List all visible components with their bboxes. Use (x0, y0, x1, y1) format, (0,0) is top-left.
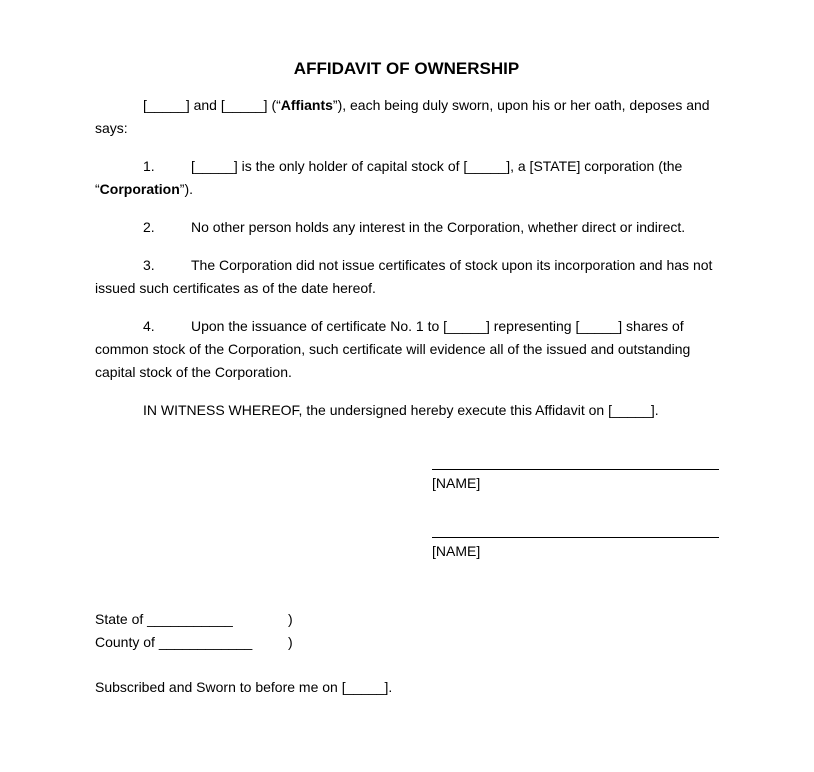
state-paren: ) (288, 611, 293, 627)
signature-block (432, 469, 719, 563)
state-line (95, 608, 718, 631)
intro-bold-affiants: Affiants (280, 97, 333, 113)
document-title: AFFIDAVIT OF OWNERSHIP (293, 59, 520, 78)
county-paren: ) (288, 634, 293, 650)
paragraph-3-text: The Corporation did not issue certificates of stock upon its incorporation and has not issued such certificates as of the date hereof. (95, 257, 713, 296)
paragraph-3-number: 3. (143, 257, 155, 273)
paragraph-2-number: 2. (143, 219, 155, 235)
signature-entry-2 (432, 537, 719, 563)
paragraph-1-bold-corporation: Corporation (99, 181, 180, 197)
witness-clause: IN WITNESS WHEREOF, the undersigned hereby execute this Affidavit on [_____]. (143, 402, 659, 418)
paragraph-1-text-tail: ”). (179, 181, 193, 197)
paragraph-4-text: Upon the issuance of certificate No. 1 to [_____] representing [_____] shares of common stock of the Corporation, such certificate will evidence all of the issued and outstanding capital stock of the Corporation. (95, 318, 691, 380)
paragraph-2-text: No other person holds any interest in the Corporation, whether direct or indirect. (191, 219, 686, 235)
signature-1-name-label: [NAME] (432, 475, 481, 491)
intro-paragraph (95, 94, 718, 140)
numbered-paragraph-3 (95, 254, 718, 300)
paragraph-1-number: 1. (143, 158, 155, 174)
intro-text: [_____] and [_____] (“ (143, 97, 281, 113)
county-label-blank: County of ____________ (95, 634, 253, 650)
signature-2-name-label: [NAME] (432, 543, 481, 559)
numbered-paragraph-4 (95, 315, 718, 384)
numbered-paragraph-1 (95, 155, 718, 201)
signature-entry-1 (432, 469, 719, 495)
notary-section (95, 608, 718, 699)
intro-text-tail: ”), each being duly sworn, upon his or her oath, deposes and says: (95, 97, 710, 136)
numbered-paragraph-2 (95, 216, 718, 239)
paragraph-1-text: [_____] is the only holder of capital stock of [_____], a [STATE] corporation (the “ (95, 158, 683, 197)
paragraph-4-number: 4. (143, 318, 155, 334)
county-line (95, 631, 718, 654)
sworn-statement: Subscribed and Sworn to before me on [_____]. (95, 679, 393, 695)
state-label-blank: State of ___________ (95, 611, 233, 627)
